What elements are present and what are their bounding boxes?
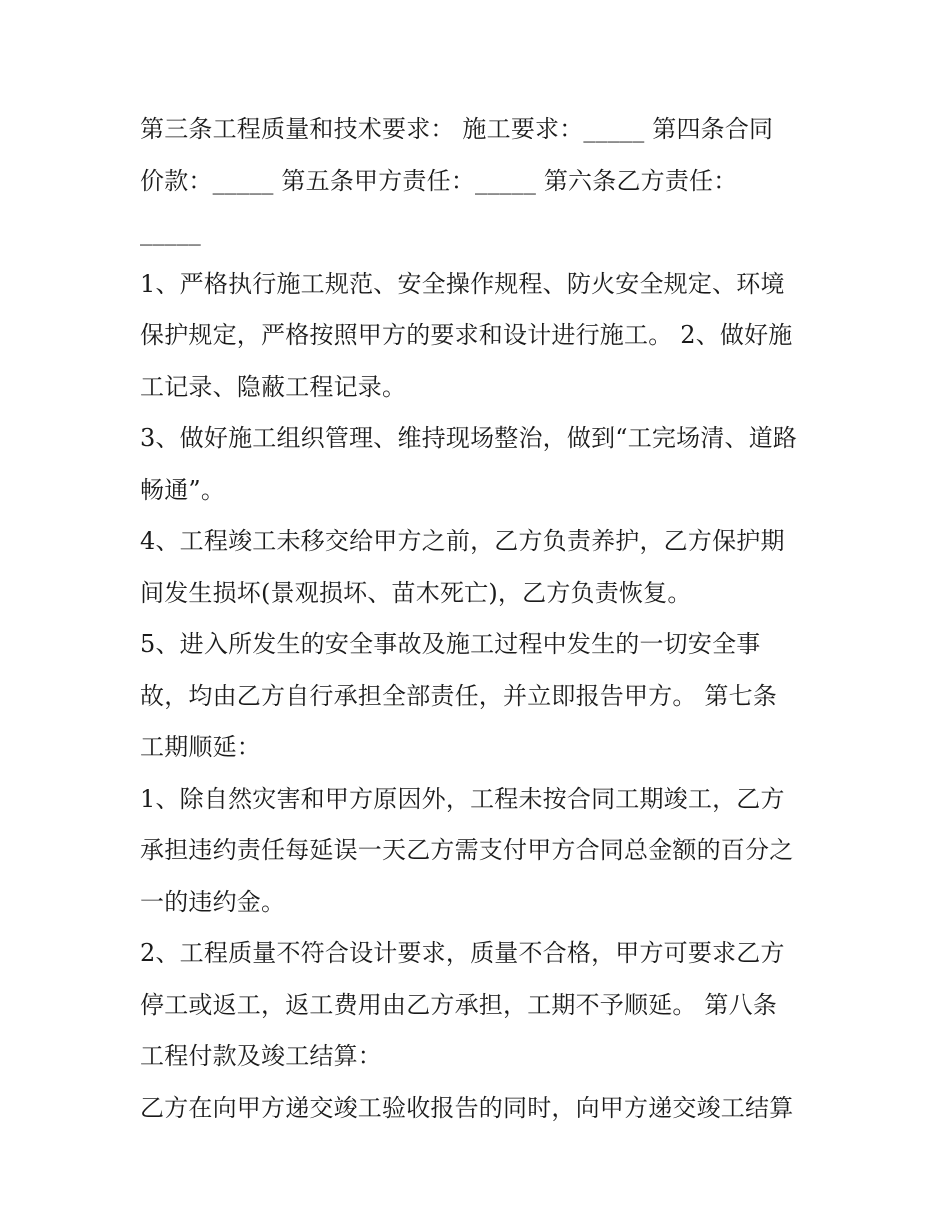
text-line: 工期顺延： — [140, 733, 261, 761]
text-line: 畅通”。 — [140, 475, 226, 504]
text-line: 工记录、隐蔽工程记录。 — [140, 372, 407, 401]
text-line: 保护规定，严格按照甲方的要求和设计进行施工。 2、做好施 — [140, 321, 793, 349]
text-line: 工程付款及竣工结算： — [140, 1042, 382, 1070]
text-line: 故，均由乙方自行承担全部责任，并立即报告甲方。 第七条 — [140, 681, 778, 710]
text-line: 2、工程质量不符合设计要求，质量不合格，甲方可要求乙方 — [140, 939, 785, 967]
text-line: 1、严格执行施工规范、安全操作规程、防火安全规定、环境 — [140, 269, 785, 298]
text-line: 3、做好施工组织管理、维持现场整治，做到“工完场清、道路 — [140, 424, 798, 452]
text-line: 承担违约责任每延误一天乙方需支付甲方合同总金额的百分之 — [140, 836, 794, 864]
text-line: 第三条工程质量和技术要求： 施工要求：_____ 第四条合同 — [140, 115, 774, 143]
text-line: 间发生损坏(景观损坏、苗木死亡)，乙方负责恢复。 — [140, 578, 692, 607]
text-line: 停工或返工，返工费用由乙方承担，工期不予顺延。 第八条 — [140, 990, 778, 1019]
text-line: 5、进入所发生的安全事故及施工过程中发生的一切安全事 — [140, 630, 761, 658]
text-line: _____ — [140, 218, 201, 246]
text-line: 一的违约金。 — [140, 887, 286, 916]
text-line: 乙方在向甲方递交竣工验收报告的同时，向甲方递交竣工结算 — [140, 1093, 794, 1122]
text-line: 4、工程竣工未移交给甲方之前，乙方负责养护，乙方保护期 — [140, 527, 785, 555]
document-body — [140, 104, 830, 1134]
text-line: 1、除自然灾害和甲方原因外，工程未按合同工期竣工，乙方 — [140, 784, 785, 813]
text-line: 价款：_____ 第五条甲方责任：_____ 第六条乙方责任： — [140, 166, 738, 195]
